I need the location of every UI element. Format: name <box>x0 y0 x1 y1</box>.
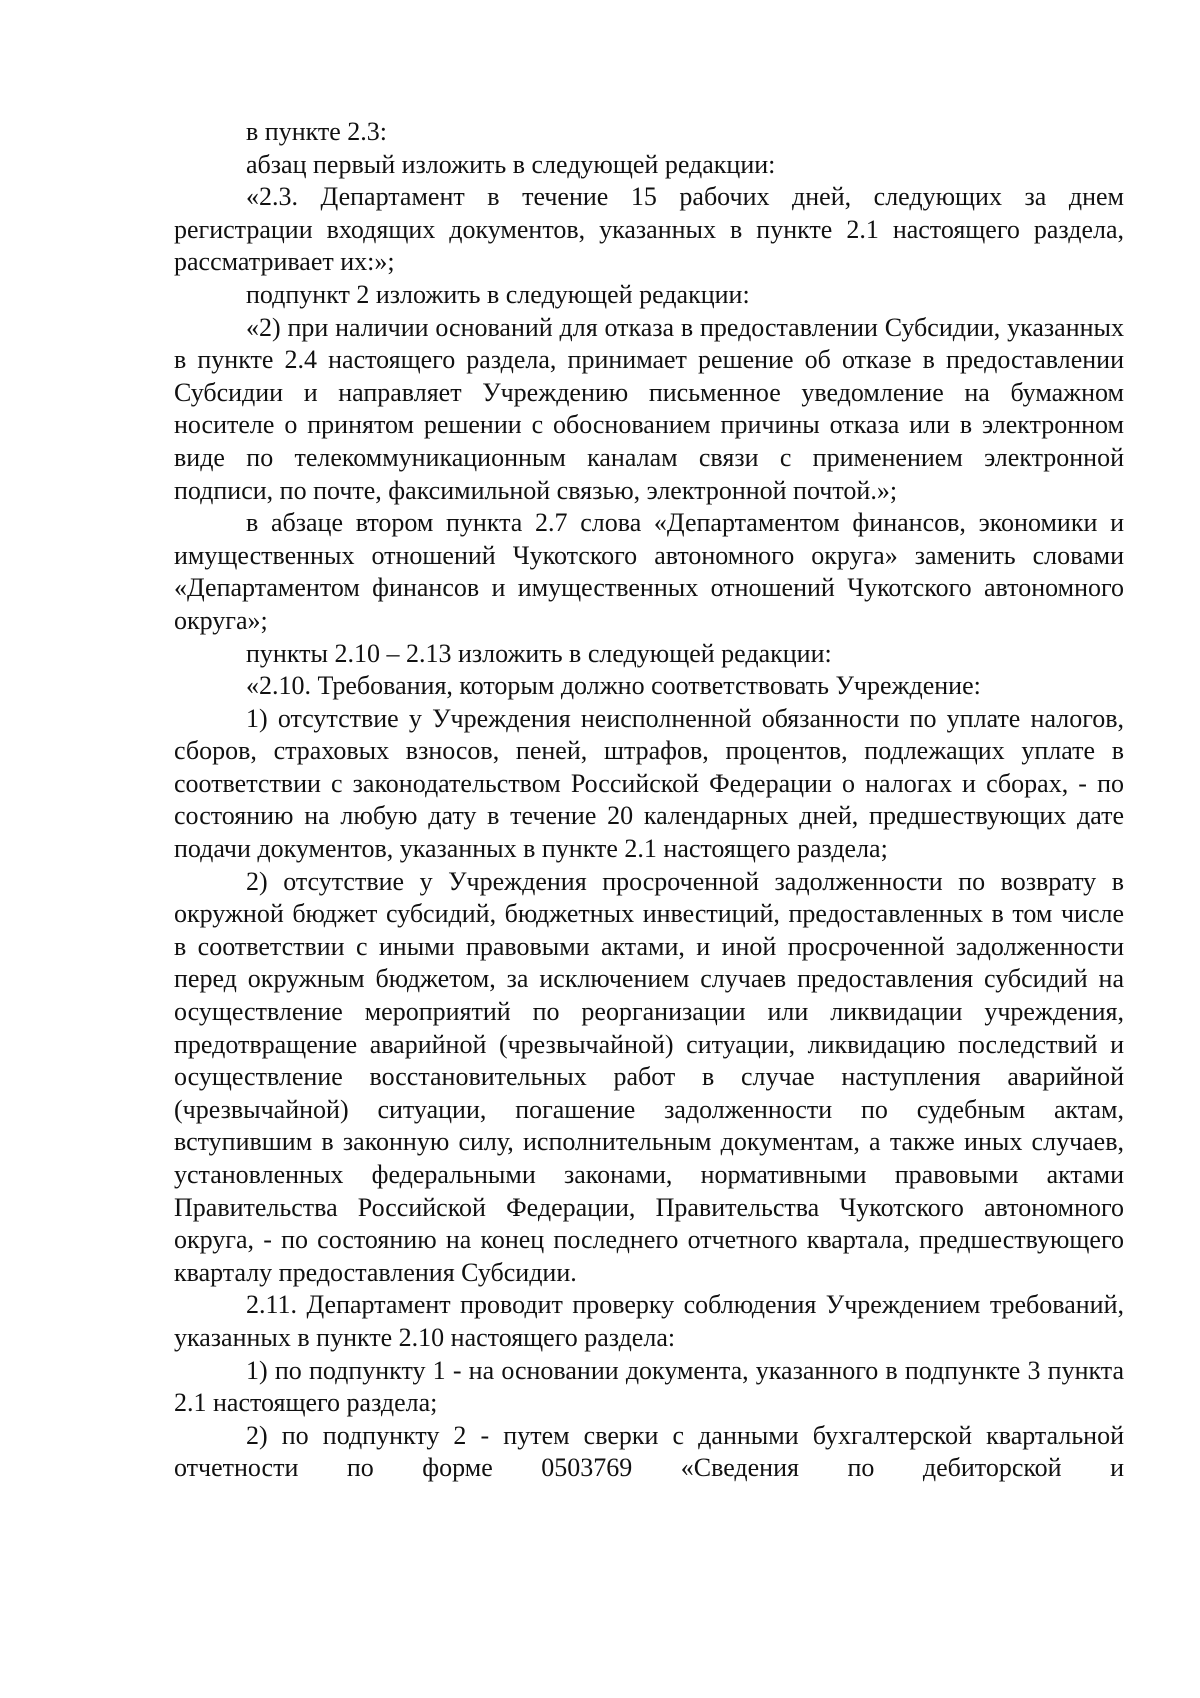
paragraph: 1) отсутствие у Учреждения неисполненной обязанности по уплате налогов, сборов, страховых взносов, пеней, штрафов, процентов, подлежащих уплате в соответствии с законодательством Российской Федерации о налогах и сборах, - по состоянию на любую дату в течение 20 календарных дней, предшествующих дате подачи документов, указанных в пункте 2.1 настоящего раздела; <box>174 703 1124 864</box>
paragraph: пункты 2.10 – 2.13 изложить в следующей редакции: <box>246 638 832 668</box>
paragraph: «2) при наличии оснований для отказа в предоставлении Субсидии, указанных в пункте 2.4 настоящего раздела, принимает решение об отказе в предоставлении Субсидии и направляет Учреждению письменное уведомление на бумажном носителе о принятом решении с обоснованием причины отказа или в электронном виде по телекоммуникационным каналам связи с применением электронной подписи, по почте, факсимильной связью, электронной почтой.»; <box>174 312 1124 505</box>
paragraph: в абзаце втором пункта 2.7 слова «Департаментом финансов, экономики и имущественных отношений Чукотского автономного округа» заменить словами «Департаментом финансов и имущественных отношений Чукотского автономного округа»; <box>174 508 1124 635</box>
paragraph: абзац первый изложить в следующей редакции: <box>246 149 776 179</box>
paragraph: «2.10. Требования, которым должно соответствовать Учреждение: <box>246 671 981 701</box>
paragraph: «2.3. Департамент в течение 15 рабочих дней, следующих за днем регистрации входящих документов, указанных в пункте 2.1 настоящего раздела, рассматривает их:»; <box>174 182 1124 277</box>
document-body <box>174 116 1124 1485</box>
paragraph: 2) отсутствие у Учреждения просроченной задолженности по возврату в окружной бюджет субсидий, бюджетных инвестиций, предоставленных в том числе в соответствии с иными правовыми актами, и иной просроченной задолженности перед окружным бюджетом, за исключением случаев предоставления субсидий на осуществление мероприятий по реорганизации или ликвидации учреждения, предотвращение аварийной (чрезвычайной) ситуации, ликвидацию последствий и осуществление восстановительных работ в случае наступления аварийной (чрезвычайной) ситуации, погашение задолженности по судебным актам, вступившим в законную силу, исполнительным документам, а также иных случаев, установленных федеральными законами, нормативными правовыми актами Правительства Российской Федерации, Правительства Чукотского автономного округа, - по состоянию на конец последнего отчетного квартала, предшествующего кварталу предоставления Субсидии. <box>174 866 1124 1287</box>
paragraph-last: 2) по подпункту 2 - путем сверки с данными бухгалтерской квартальной отчетности по форме 0503769 «Сведения по дебиторской и <box>174 1420 1124 1483</box>
paragraph: подпункт 2 изложить в следующей редакции: <box>246 279 750 309</box>
paragraph: 1) по подпункту 1 - на основании документа, указанного в подпункте 3 пункта 2.1 настоящего раздела; <box>174 1355 1124 1418</box>
paragraph: 2.11. Департамент проводит проверку соблюдения Учреждением требований, указанных в пункте 2.10 настоящего раздела: <box>174 1290 1124 1352</box>
paragraph: в пункте 2.3: <box>246 117 388 146</box>
